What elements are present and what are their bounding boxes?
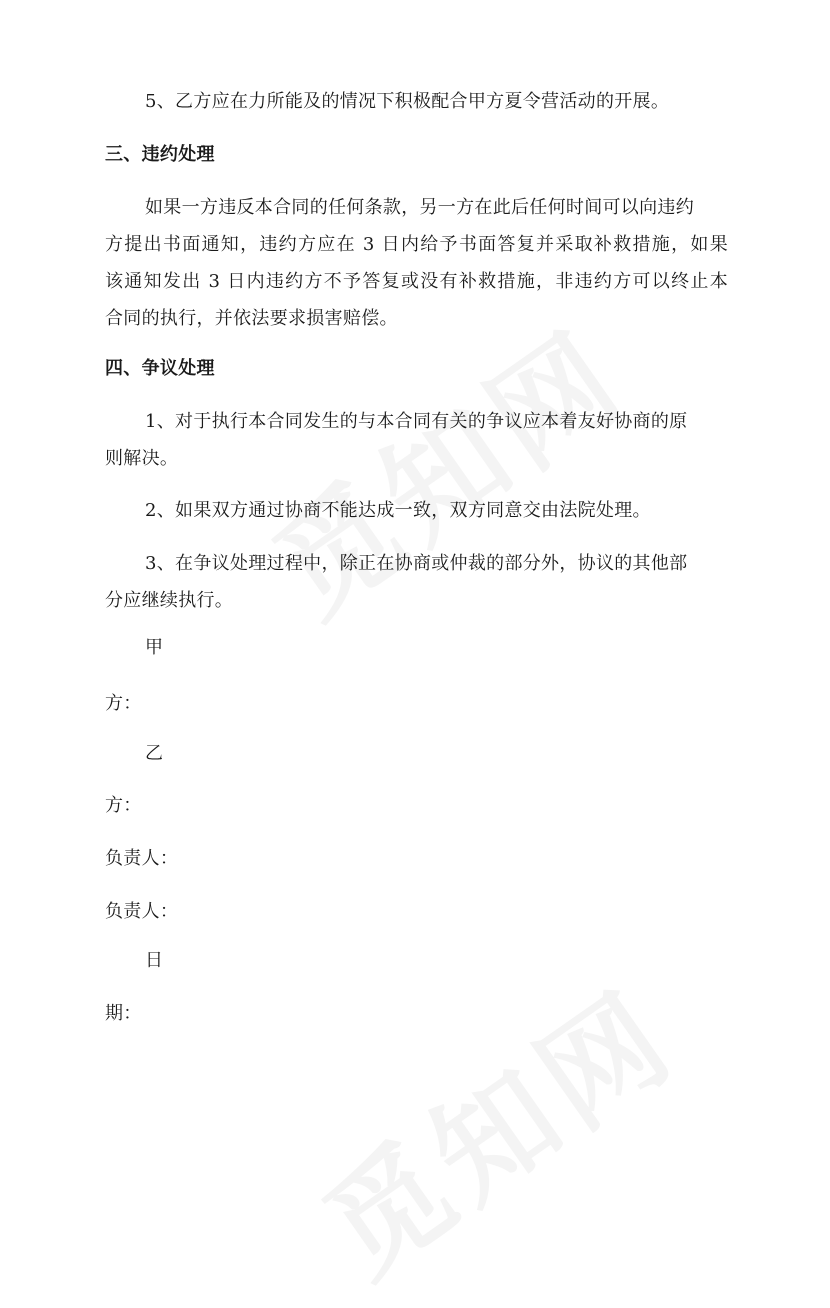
dispute-item-1-line-1: 1、对于执行本合同发生的与本合同有关的争议应本着友好协商的原	[145, 411, 688, 432]
dispute-item-3-line-2: 分应继续执行。	[105, 590, 234, 611]
section-heading-dispute: 四、争议处理	[105, 358, 215, 379]
party-b-label-top: 乙	[145, 743, 164, 764]
date-label-top: 日	[145, 950, 164, 971]
watermark	[236, 284, 654, 649]
breach-paragraph-line-4: 合同的执行，并依法要求损害赔偿。	[105, 308, 398, 329]
breach-paragraph-line-2: 方提出书面通知，违约方应在 3 日内给予书面答复并采取补救措施，如果	[105, 234, 728, 255]
breach-paragraph-line-1: 如果一方违反本合同的任何条款，另一方在此后任何时间可以向违约	[145, 197, 694, 218]
dispute-item-3-line-1: 3、在争议处理过程中，除正在协商或仲裁的部分外，协议的其他部	[145, 553, 688, 574]
dispute-item-2: 2、如果双方通过协商不能达成一致，双方同意交由法院处理。	[145, 500, 651, 521]
person-in-charge-1: 负责人：	[105, 848, 179, 869]
party-a-label-bottom: 方：	[105, 693, 142, 714]
party-a-label-top: 甲	[145, 637, 164, 658]
date-label-bottom: 期：	[105, 1003, 142, 1024]
dispute-item-1-line-2: 则解决。	[105, 448, 179, 469]
breach-paragraph-line-3: 该通知发出 3 日内违约方不予答复或没有补救措施，非违约方可以终止本	[105, 271, 728, 292]
person-in-charge-2: 负责人：	[105, 901, 179, 922]
clause-5: 5、乙方应在力所能及的情况下积极配合甲方夏令营活动的开展。	[145, 91, 670, 112]
watermark	[286, 944, 704, 1308]
section-heading-breach: 三、违约处理	[105, 144, 215, 165]
party-b-label-bottom: 方：	[105, 795, 142, 816]
